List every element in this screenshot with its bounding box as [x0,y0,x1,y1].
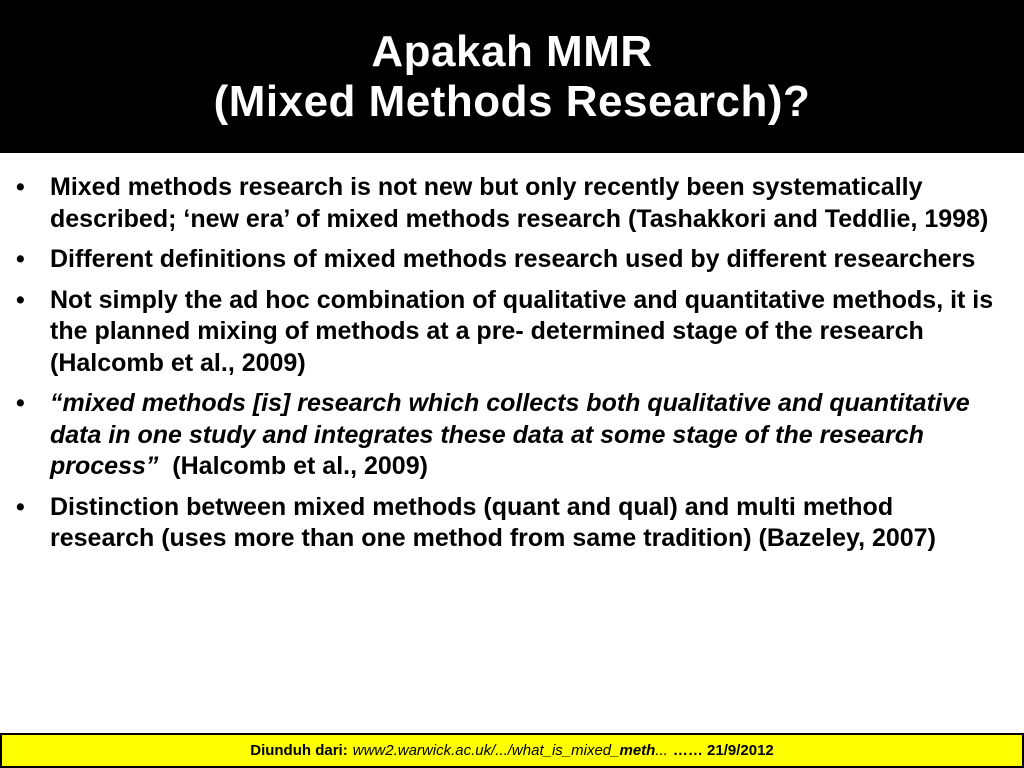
bullet-item-4 [16,388,996,483]
bullet-icon: • [16,492,25,521]
bullet-quote: “mixed methods [is] research which collects both qualitative and quantitative data in one study and integrates these data at some stage of the research process” [50,389,970,480]
footer-source-suffix: ... [655,742,668,759]
bullet-icon: • [16,285,25,314]
footer-source-link[interactable] [353,742,668,759]
bullet-text: Distinction between mixed methods (quant and qual) and multi method research (uses more than one method from same tradition) (Bazeley, 2007) [50,492,936,552]
footer-date: …… 21/9/2012 [672,742,774,759]
footer-source-prefix: www2.warwick.ac.uk/.../what_is_mixed_ [352,742,620,759]
bullet-text: Mixed methods research is not new but only recently been systematically described; ‘new era’ of mixed methods research (Tashakkori and Teddlie, 1998) [50,173,989,233]
bullet-icon: • [16,389,25,417]
bullet-item-5 [16,492,996,555]
bullet-item-3 [16,285,996,380]
bullet-item-1 [16,172,996,235]
footer-source-bold: meth [619,742,656,759]
slide-title-bar [0,0,1024,153]
bullet-text: Different definitions of mixed methods research used by different researchers [50,245,976,273]
bullet-icon: • [16,245,25,273]
bullet-citation: (Halcomb et al., 2009) [158,452,428,480]
slide-content [16,172,996,564]
source-footer [0,733,1024,768]
bullet-item-2 [16,244,996,276]
bullet-list [16,172,996,555]
slide-title-line-2: (Mixed Methods Research)? [213,76,811,126]
slide-title-line-1: Apakah MMR [371,26,653,76]
bullet-icon: • [16,173,25,201]
footer-label: Diunduh dari: [250,742,348,759]
bullet-text: Not simply the ad hoc combination of qualitative and quantitative methods, it is the planned mixing of methods at a pre- determined stage of the research (Halcomb et al., 2009) [50,285,994,377]
